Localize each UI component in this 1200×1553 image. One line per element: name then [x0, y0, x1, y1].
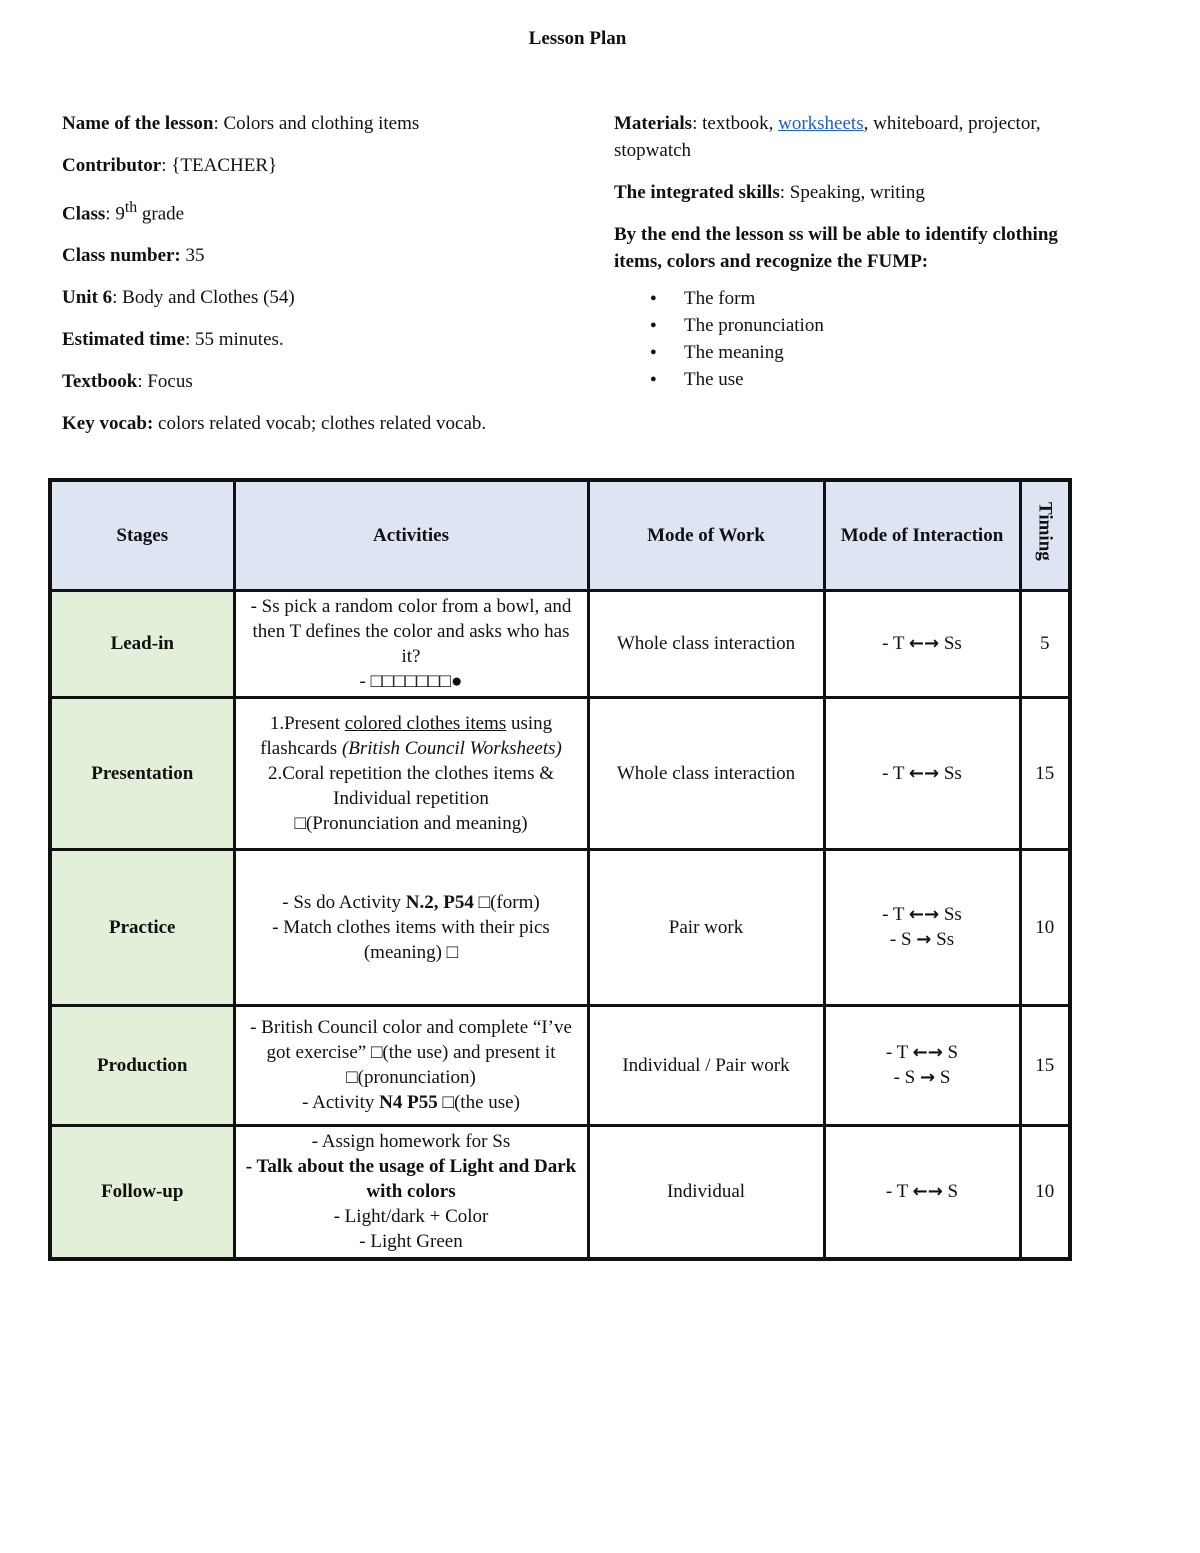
activities-cell	[234, 697, 588, 849]
mode-of-work-cell: Pair work	[588, 849, 824, 1005]
bidirectional-arrow-icon: ←→	[908, 762, 940, 784]
activity-line: - Assign homework for Ss	[311, 1131, 511, 1153]
stage-cell: Follow-up	[50, 1125, 234, 1259]
header-mode-of-interaction: Mode of Interaction	[824, 480, 1020, 590]
stage-cell: Production	[50, 1005, 234, 1125]
objective	[614, 221, 1084, 275]
activity-text: □(the use)	[437, 1092, 520, 1113]
activity-line: - Light/dark + Color	[333, 1206, 489, 1228]
header-timing: Timing	[1034, 502, 1056, 562]
interaction-from: - T	[885, 1181, 908, 1203]
key-vocab-label: Key vocab:	[62, 413, 154, 435]
activity-text: 1.Present	[269, 712, 345, 734]
activities-cell	[234, 1125, 588, 1259]
textbook-value: : Focus	[137, 371, 193, 393]
lesson-name-value: : Colors and clothing items	[213, 113, 420, 134]
timing-cell: 10	[1020, 1125, 1070, 1259]
activity-line: - □□□□□□□●	[359, 670, 463, 692]
table-row	[50, 697, 1070, 849]
interaction-to: S	[947, 1042, 959, 1063]
interaction-line	[832, 1065, 1013, 1090]
activity-line: - Talk about the usage of Light and Dark with colors	[245, 1156, 577, 1203]
fump-item: ● The use	[650, 366, 1084, 393]
textbook-label: Textbook	[62, 371, 138, 393]
header-stages: Stages	[50, 480, 234, 590]
lesson-info-left	[62, 110, 502, 452]
interaction-cell	[824, 1005, 1020, 1125]
activity-line	[242, 1090, 581, 1115]
mode-of-work-cell: Individual / Pair work	[588, 1005, 824, 1125]
mode-of-work-cell: Individual	[588, 1125, 824, 1259]
bidirectional-arrow-icon: ←→	[912, 1042, 943, 1063]
interaction-line	[832, 1179, 1013, 1204]
skills-field	[614, 179, 1084, 206]
materials-value: : textbook,	[692, 113, 779, 134]
lesson-name-field	[62, 110, 502, 137]
interaction-to: Ss	[943, 633, 962, 654]
lesson-info-right	[614, 110, 1084, 393]
interaction-from: - S	[893, 1067, 916, 1088]
table-row	[50, 1005, 1070, 1125]
activity-line: - Light Green	[359, 1231, 463, 1253]
skills-value: : Speaking, writing	[779, 182, 925, 203]
activity-line: 2.Coral repetition the clothes items & Individual repetition	[268, 762, 554, 809]
activity-line	[242, 890, 581, 915]
contributor-value: : {TEACHER}	[161, 155, 278, 176]
contributor-label: Contributor	[62, 155, 162, 176]
contributor-field	[62, 152, 502, 179]
skills-label: The integrated skills	[614, 182, 780, 203]
activity-text: using flashcards	[260, 712, 553, 759]
unit-value: : Body and Clothes (54)	[112, 287, 295, 309]
table-row	[50, 849, 1070, 1005]
right-arrow-icon: →	[916, 929, 932, 950]
header-activities: Activities	[234, 480, 588, 590]
class-value: : 9	[105, 203, 125, 225]
activity-line: - British Council color and complete “I’ve got exercise” □(the use) and present it □(pronunciation)	[250, 1017, 572, 1088]
class-number-field	[62, 242, 502, 269]
interaction-from: - T	[882, 904, 905, 925]
table-header-row	[50, 480, 1070, 590]
interaction-to: Ss	[943, 762, 962, 784]
materials-label: Materials	[614, 113, 693, 134]
interaction-cell	[824, 1125, 1020, 1259]
activities-cell	[234, 849, 588, 1005]
table-row	[50, 590, 1070, 697]
class-grade: grade	[137, 203, 185, 225]
fump-list	[614, 285, 1084, 393]
activity-text: - Activity	[302, 1092, 380, 1113]
bidirectional-arrow-icon: ←→	[912, 1181, 943, 1203]
interaction-line	[832, 631, 1013, 656]
class-number-label: Class number:	[62, 245, 181, 267]
stage-cell: Practice	[50, 849, 234, 1005]
activity-text: □(form)	[473, 891, 540, 913]
interaction-line	[832, 927, 1013, 952]
interaction-cell	[824, 697, 1020, 849]
lesson-stages-table	[48, 478, 1072, 1261]
interaction-line	[832, 761, 1013, 786]
right-arrow-icon: →	[919, 1067, 936, 1088]
interaction-to: S	[939, 1067, 951, 1088]
materials-rest: , whiteboard, projector, stopwatch	[614, 113, 1041, 161]
interaction-cell	[824, 849, 1020, 1005]
mode-of-work-cell: Whole class interaction	[588, 697, 824, 849]
interaction-from: - T	[885, 1042, 908, 1063]
activity-reference: N.2, P54	[405, 891, 474, 913]
class-label: Class	[62, 203, 106, 225]
activities-cell	[234, 590, 588, 697]
activities-cell	[234, 1005, 588, 1125]
fump-item: ● The form	[650, 285, 1084, 312]
worksheets-link[interactable]: worksheets	[778, 113, 864, 134]
unit-field	[62, 284, 502, 311]
interaction-from: - T	[882, 762, 905, 784]
interaction-to: Ss	[943, 904, 962, 925]
activity-underlined: colored clothes items	[344, 712, 507, 734]
key-vocab-value: colors related vocab; clothes related vocab.	[153, 413, 487, 435]
time-label: Estimated time	[62, 329, 185, 351]
activity-reference: N4 P55	[379, 1092, 438, 1113]
mode-of-work-cell: Whole class interaction	[588, 590, 824, 697]
timing-cell: 5	[1020, 590, 1070, 697]
table-row	[50, 1125, 1070, 1259]
activity-line: - Match clothes items with their pics (meaning) □	[272, 916, 550, 963]
materials-field	[614, 110, 1084, 164]
interaction-from: - S	[889, 929, 912, 950]
objective-text: By the end the lesson ss will be able to identify clothing items, colors and recognize the FUMP:	[614, 224, 1058, 272]
key-vocab-field	[62, 410, 502, 437]
fump-item: ● The pronunciation	[650, 312, 1084, 339]
timing-cell: 15	[1020, 697, 1070, 849]
class-field	[62, 194, 502, 227]
lesson-name-label: Name of the lesson	[62, 113, 214, 134]
activity-text: - Ss do Activity	[282, 891, 406, 913]
stage-cell: Presentation	[50, 697, 234, 849]
interaction-to: Ss	[936, 929, 955, 950]
interaction-cell	[824, 590, 1020, 697]
activity-line: □(Pronunciation and meaning)	[294, 812, 528, 834]
timing-cell: 10	[1020, 849, 1070, 1005]
bidirectional-arrow-icon: ←→	[908, 633, 940, 654]
class-number-value: 35	[180, 245, 205, 267]
header-mode-of-work: Mode of Work	[588, 480, 824, 590]
timing-cell: 15	[1020, 1005, 1070, 1125]
interaction-to: S	[947, 1181, 959, 1203]
header-timing-cell	[1020, 480, 1070, 590]
interaction-line	[832, 1040, 1013, 1065]
stage-cell: Lead-in	[50, 590, 234, 697]
bidirectional-arrow-icon: ←→	[908, 904, 940, 925]
activity-line: - Ss pick a random color from a bowl, and then T defines the color and asks who has it?	[250, 595, 572, 667]
class-ordinal: th	[124, 199, 138, 216]
document-title: Lesson Plan	[528, 28, 627, 49]
unit-label: Unit 6	[62, 287, 113, 309]
fump-item: ● The meaning	[650, 339, 1084, 366]
time-value: : 55 minutes.	[184, 329, 284, 351]
interaction-line	[832, 902, 1013, 927]
textbook-field	[62, 368, 502, 395]
interaction-from: - T	[882, 633, 905, 654]
activity-source: (British Council Worksheets)	[341, 737, 562, 759]
activity-line	[242, 711, 581, 761]
time-field	[62, 326, 502, 353]
